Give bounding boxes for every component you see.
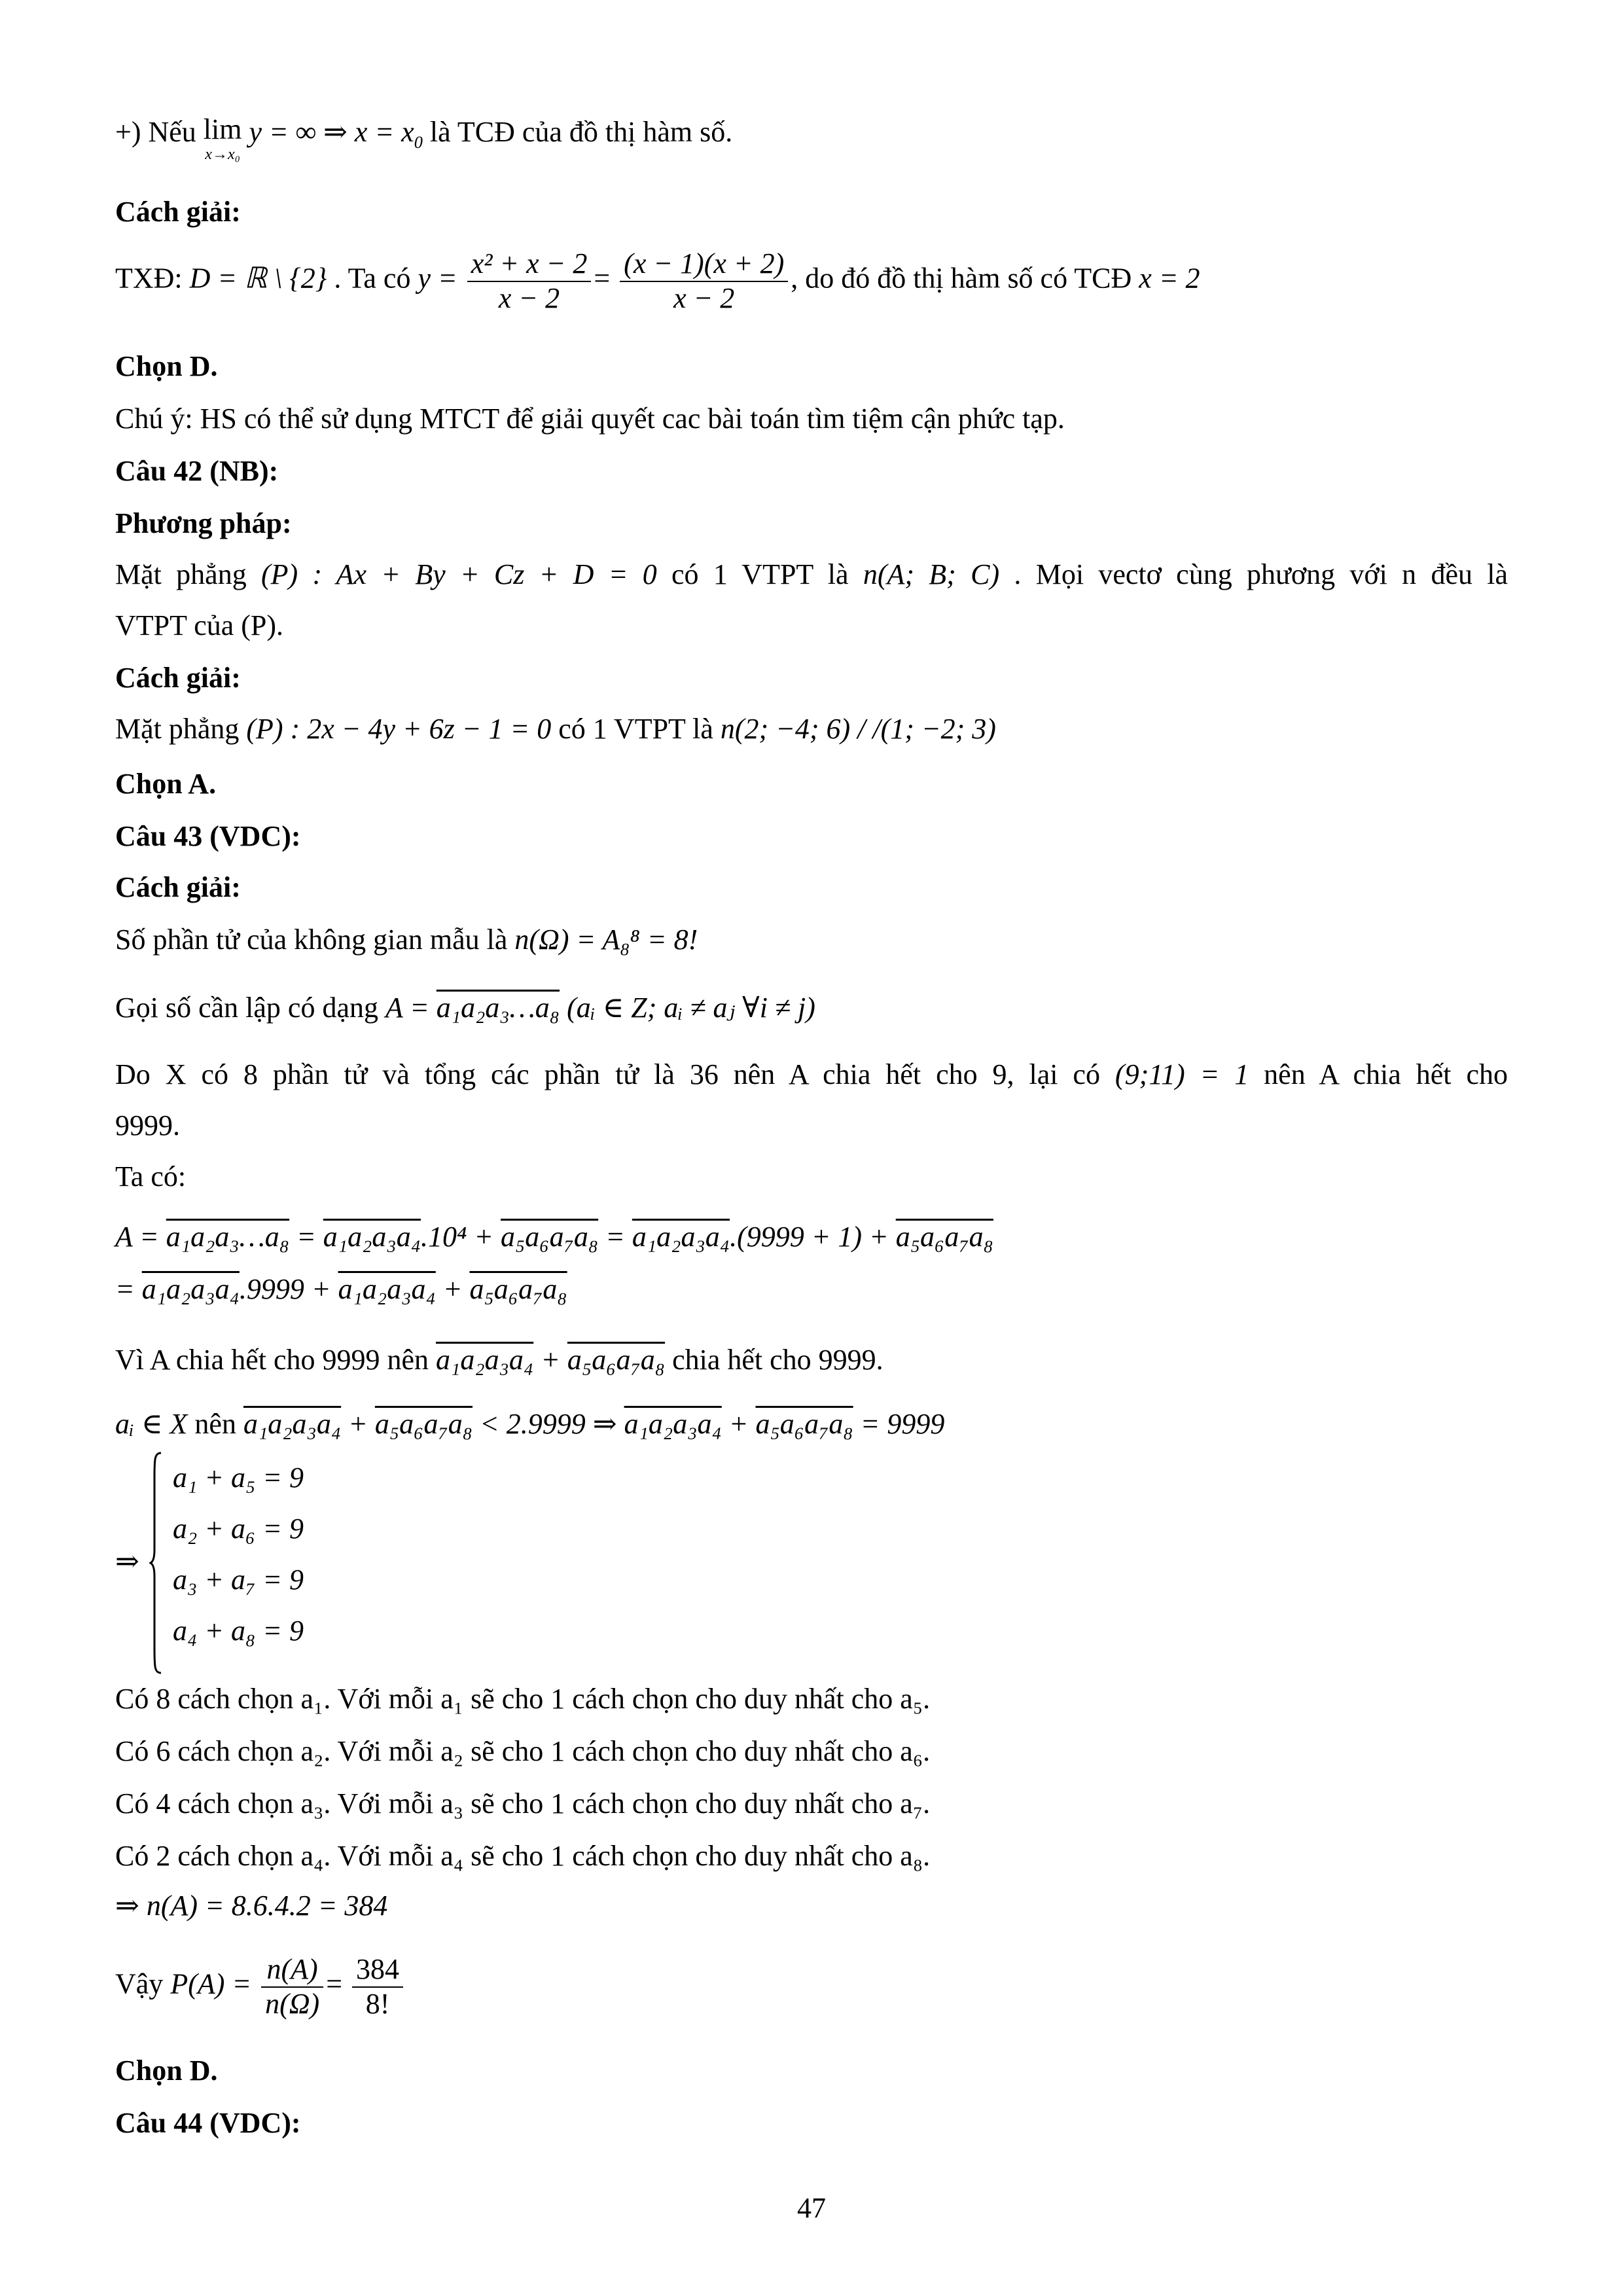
paragraph-line: Gọi số cần lập có dạng A = a₁a₂a₃…a₈ (aᵢ ∈ Z; aᵢ ≠ aⱼ ∀i ≠ j) bbox=[115, 992, 815, 1024]
system-equation: a₄ + a₈ = 9 bbox=[173, 1615, 304, 1647]
question-heading: Câu 44 (VDC): bbox=[115, 2107, 301, 2139]
section-heading: Phương pháp: bbox=[115, 507, 292, 539]
paragraph-line: Số phần tử của không gian mẫu là n(Ω) = A₈⁸ = 8! bbox=[115, 924, 698, 956]
system-equation: a₂ + a₆ = 9 bbox=[173, 1513, 304, 1545]
answer-line: Chọn D. bbox=[115, 2054, 218, 2087]
section-heading: Cách giải: bbox=[115, 871, 241, 903]
brace-icon bbox=[149, 1452, 162, 1674]
system-equation: a₃ + a₇ = 9 bbox=[173, 1564, 304, 1596]
fraction: $\frac{\text{x² + x − 2}}{x - 2}$ bbox=[467, 247, 592, 315]
equation-line: aᵢ ∈ X nên a₁a₂a₃a₄ + a₅a₆a₇a₈ < 2.9999 ⇒ a₁a₂a₃a₄ + a₅a₆a₇a₈ = 9999 bbox=[115, 1408, 945, 1440]
system-equation: a₁ + a₅ = 9 bbox=[173, 1462, 304, 1494]
limit-expression: lim x→x₀ bbox=[203, 113, 242, 163]
question-heading: Câu 42 (NB): bbox=[115, 455, 279, 487]
question-heading: Câu 43 (VDC): bbox=[115, 820, 301, 852]
note-line: Chú ý: HS có thể sử dụng MTCT để giải quyết cac bài toán tìm tiệm cận phức tạp. bbox=[115, 403, 1065, 435]
paragraph-line: Ta có: bbox=[115, 1160, 187, 1193]
paragraph-line: Có 4 cách chọn a₃. Với mỗi a₃ sẽ cho 1 cách chọn cho duy nhất cho a₇. bbox=[115, 1787, 931, 1820]
probability-line: Vậy P(A) = $\frac{n(A)}{n(\Omega)}$ = $\frac{384}{8!}$ bbox=[115, 1953, 406, 2020]
paragraph-line: Vì A chia hết cho 9999 nên a₁a₂a₃a₄ + a₅a₆a₇a₈ chia hết cho 9999. bbox=[115, 1344, 883, 1376]
paragraph-line: VTPT của (P). bbox=[115, 609, 284, 641]
equation-line: ⇒ n(A) = 8.6.4.2 = 384 bbox=[115, 1890, 388, 1922]
fraction: $\frac{384}{8!}$ bbox=[352, 1953, 403, 2020]
section-heading: Cách giải: bbox=[115, 662, 241, 694]
equation-line: = a₁a₂a₃a₄.9999 + a₁a₂a₃a₄ + a₅a₆a₇a₈ bbox=[115, 1273, 567, 1305]
equation-line: A = a₁a₂a₃…a₈ = a₁a₂a₃a₄.10⁴ + a₅a₆a₇a₈ = a₁a₂a₃a₄.(9999 + 1) + a₅a₆a₇a₈ bbox=[115, 1221, 993, 1253]
answer-line: Chọn A. bbox=[115, 768, 217, 800]
paragraph-line: Do X có 8 phần tử và tổng các phần tử là 36 nên A chia hết cho 9, lại có (9;11) = 1 nên A chia hết cho bbox=[115, 1058, 1508, 1090]
page-number: 47 bbox=[797, 2192, 826, 2224]
paragraph-line: Mặt phẳng (P) : 2x − 4y + 6z − 1 = 0 có 1 VTPT là n(2; −4; 6) / /(1; −2; 3) bbox=[115, 713, 996, 745]
paragraph-line: Có 2 cách chọn a₄. Với mỗi a₄ sẽ cho 1 cách chọn cho duy nhất cho a₈. bbox=[115, 1840, 931, 1872]
paragraph-line: Mặt phẳng (P) : Ax + By + Cz + D = 0 có 1 VTPT là n(A; B; C) . Mọi vectơ cùng phương với n đều là bbox=[115, 558, 1508, 590]
paragraph-line: Có 8 cách chọn a₁. Với mỗi a₁ sẽ cho 1 cách chọn cho duy nhất cho a₅. bbox=[115, 1683, 931, 1715]
asymptote-rule-line: +) Nếu lim x→x₀ y = ∞ ⇒ $x = x_0$ là TCĐ của đồ thị hàm số. bbox=[115, 113, 733, 163]
implies-symbol: ⇒ bbox=[115, 1545, 139, 1577]
section-heading: Cách giải: bbox=[115, 196, 241, 228]
fraction: $\frac{n(A)}{n(\Omega)}$ bbox=[261, 1953, 323, 2020]
fraction: $\frac{(x - 1)(x + 2)}{x - 2}$ bbox=[620, 247, 788, 315]
domain-line: TXĐ: D = ℝ \ {2} . Ta có y = $\frac{\text{x² + x − 2}}{x - 2}$ = $\frac{(x - 1)(x + 2)}{x - 2}$ , do đó đồ thị hàm số có TCĐ x = 2 bbox=[115, 247, 1200, 314]
paragraph-line: Có 6 cách chọn a₂. Với mỗi a₂ sẽ cho 1 cách chọn cho duy nhất cho a₆. bbox=[115, 1735, 931, 1767]
paragraph-line: 9999. bbox=[115, 1109, 180, 1141]
answer-line: Chọn D. bbox=[115, 350, 218, 382]
